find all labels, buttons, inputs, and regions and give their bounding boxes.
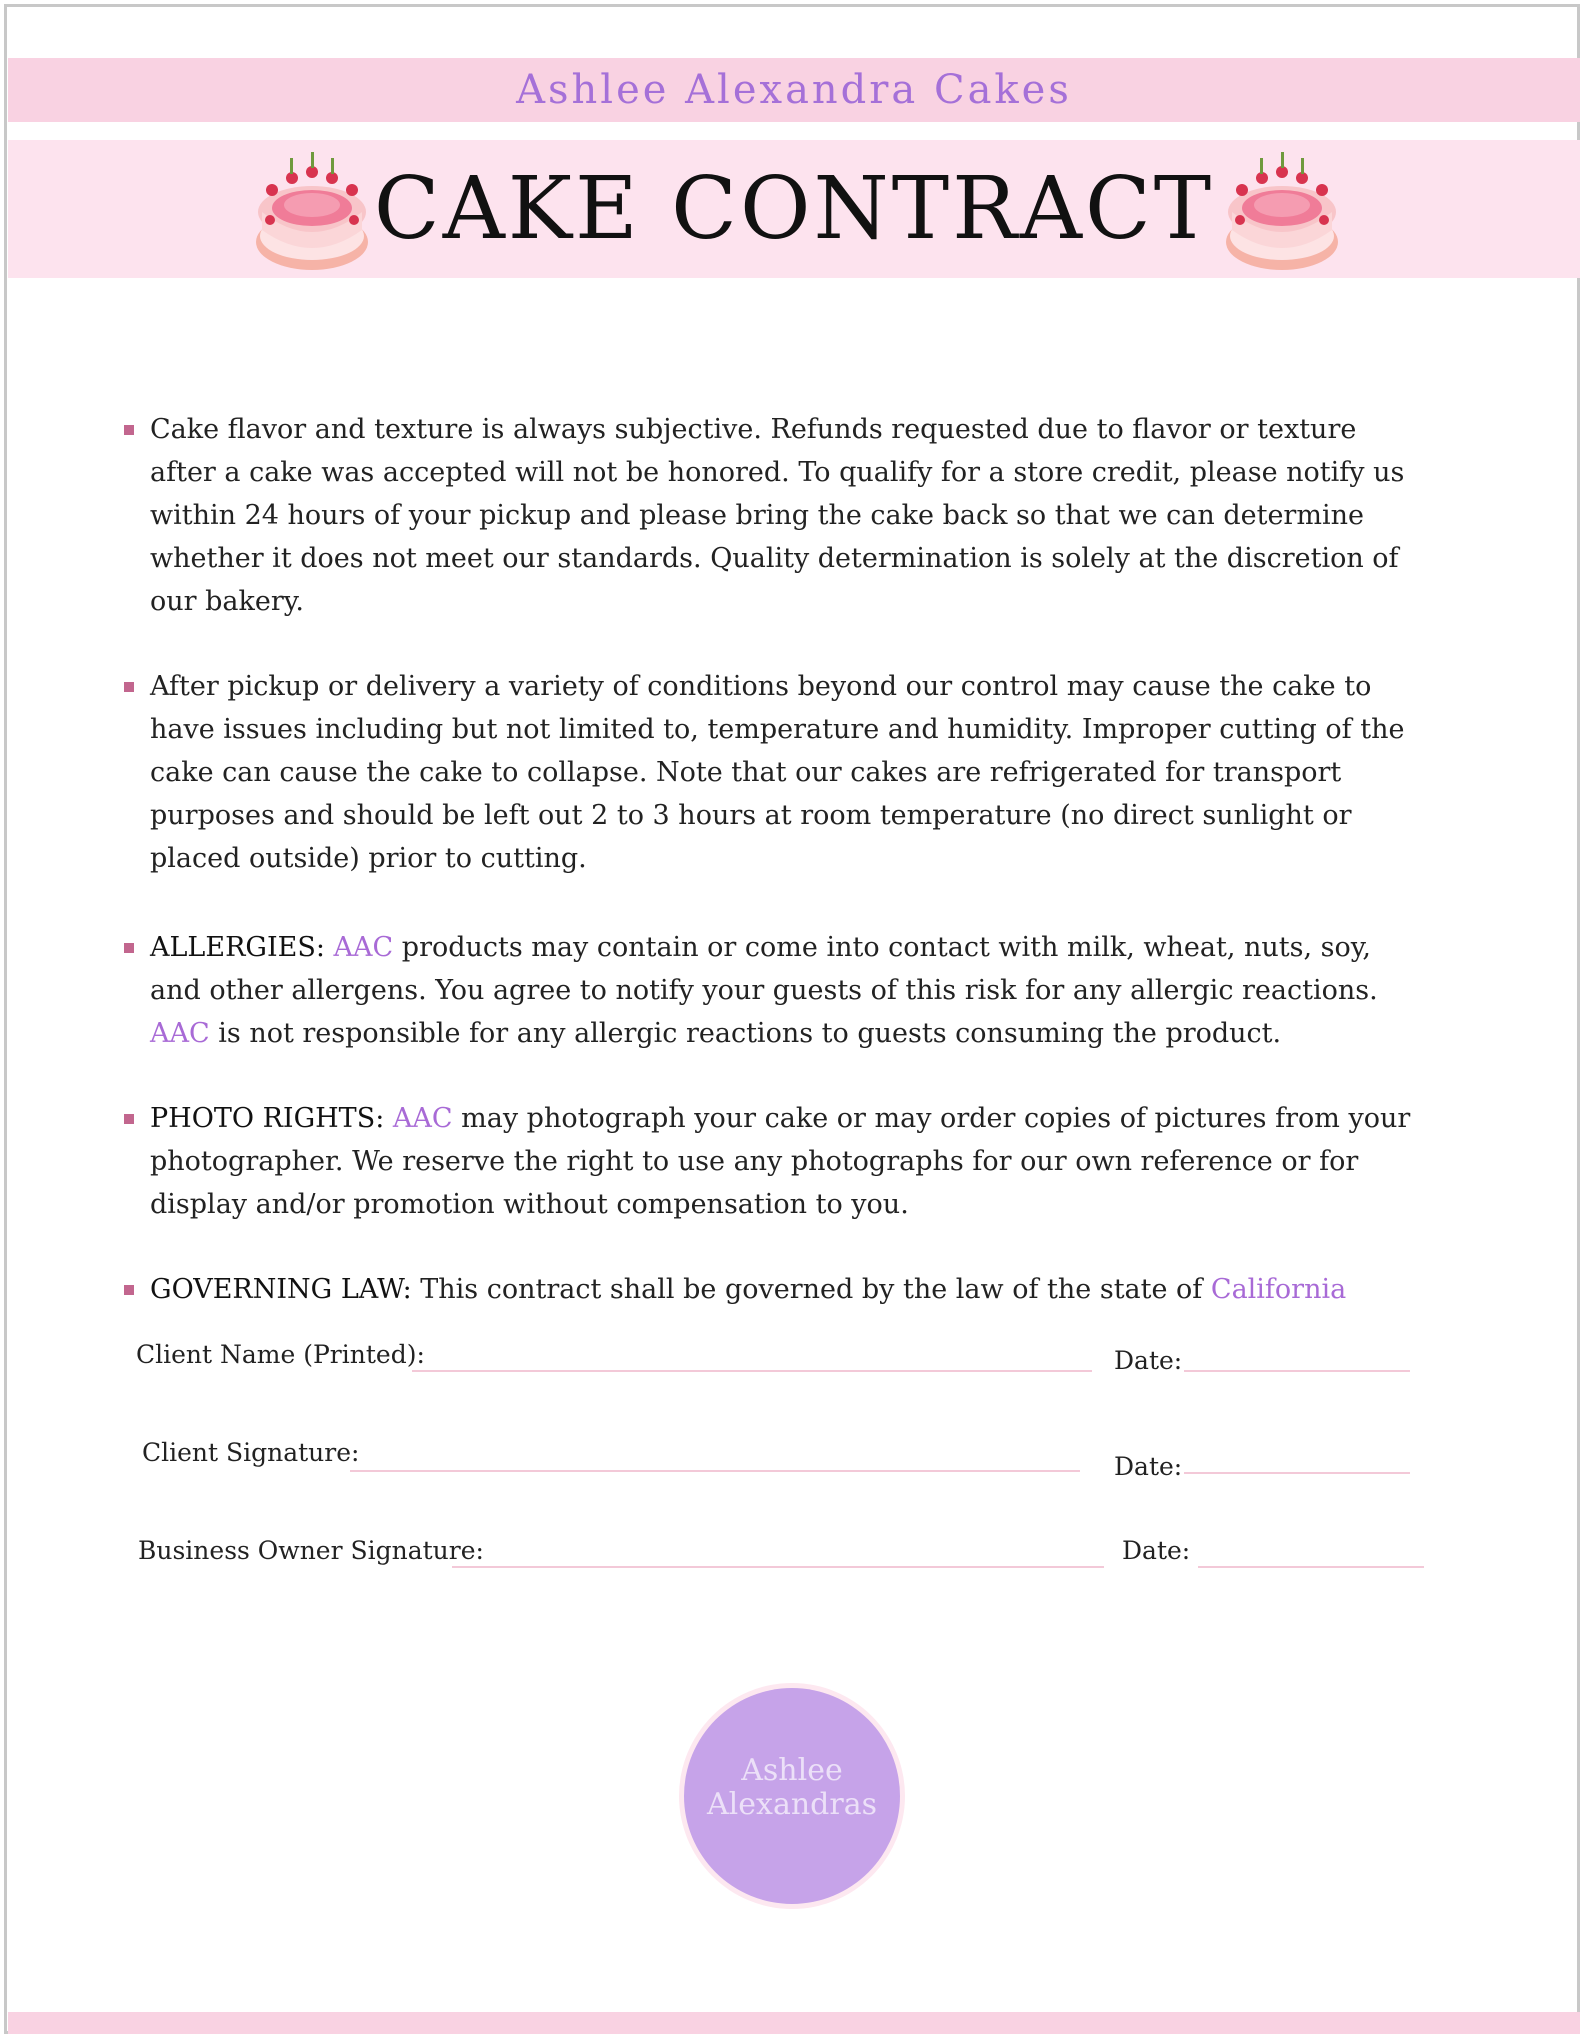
- term-text: Cake flavor and texture is always subjective. Refunds requested due to flavor or texture after a cake was accepted will not be honored. To qualify for a store credit, please notify us within 24 hours of your pickup and please bring the cake back so that we can determine whether it does not meet our standards. Quality determination is solely at the discretion of our bakery.: [150, 414, 1405, 617]
- title-banner: [8, 140, 1580, 278]
- contract-terms: [120, 408, 1430, 1311]
- term-governing-law: [120, 1268, 1430, 1311]
- client-signature-line[interactable]: [350, 1470, 1080, 1472]
- term-label: PHOTO RIGHTS:: [150, 1103, 385, 1134]
- owner-signature-label: Business Owner Signature:: [138, 1536, 484, 1565]
- bullet-marker: [124, 682, 134, 692]
- logo-text: Ashlee: [741, 1753, 843, 1788]
- term-pickup-conditions: [120, 665, 1430, 880]
- bullet-marker: [124, 1114, 134, 1124]
- business-abbreviation: AAC: [333, 932, 394, 963]
- bakery-logo: [684, 1688, 900, 1904]
- date-label: Date:: [1114, 1452, 1183, 1481]
- term-photo-rights: [120, 1097, 1430, 1226]
- term-flavor-texture: [120, 408, 1430, 623]
- term-label: ALLERGIES:: [150, 932, 325, 963]
- owner-signature-line[interactable]: [452, 1566, 1104, 1568]
- bullet-marker: [124, 943, 134, 953]
- client-name-label: Client Name (Printed):: [136, 1340, 425, 1369]
- term-text: may photograph your cake or may order copies of pictures from your photographer. We reserve the right to use any photographs for our own reference or for display and/or promotion without compensation to you.: [150, 1103, 1411, 1220]
- term-text: is not responsible for any allergic reactions to guests consuming the product.: [218, 1018, 1282, 1049]
- term-text: After pickup or delivery a variety of conditions beyond our control may cause the cake to have issues including but not limited to, temperature and humidity. Improper cutting of the cake can cause the cake to collapse. Note that our cakes are refrigerated for transport purposes and should be left out 2 to 3 hours at room temperature (no direct sunlight or placed outside) prior to cutting.: [150, 671, 1405, 874]
- business-abbreviation: AAC: [392, 1103, 453, 1134]
- page-title: CAKE CONTRACT: [373, 159, 1215, 259]
- term-allergies: [120, 926, 1430, 1055]
- term-text: products may contain or come into contact with milk, wheat, nuts, soy, and other allergens. You agree to notify your guests of this risk for any allergic reactions.: [150, 932, 1378, 1006]
- owner-signature-date-line[interactable]: [1198, 1566, 1424, 1568]
- business-abbreviation: AAC: [150, 1018, 210, 1049]
- brand-banner: [8, 58, 1580, 122]
- logo-text: Alexandras: [707, 1787, 877, 1822]
- term-label: GOVERNING LAW:: [150, 1274, 412, 1305]
- date-label: Date:: [1114, 1346, 1183, 1375]
- client-name-date-line[interactable]: [1184, 1370, 1410, 1372]
- client-signature-label: Client Signature:: [142, 1438, 360, 1467]
- bullet-marker: [124, 1285, 134, 1295]
- brand-name: Ashlee Alexandra Cakes: [516, 67, 1072, 113]
- cake-icon: [1222, 150, 1342, 274]
- date-label: Date:: [1122, 1536, 1191, 1565]
- footer-band: [8, 2012, 1580, 2034]
- bullet-marker: [124, 425, 134, 435]
- client-name-line[interactable]: [412, 1370, 1092, 1372]
- term-text: This contract shall be governed by the law of the state of: [420, 1274, 1203, 1305]
- governing-state: California: [1210, 1274, 1347, 1305]
- client-signature-date-line[interactable]: [1184, 1472, 1410, 1474]
